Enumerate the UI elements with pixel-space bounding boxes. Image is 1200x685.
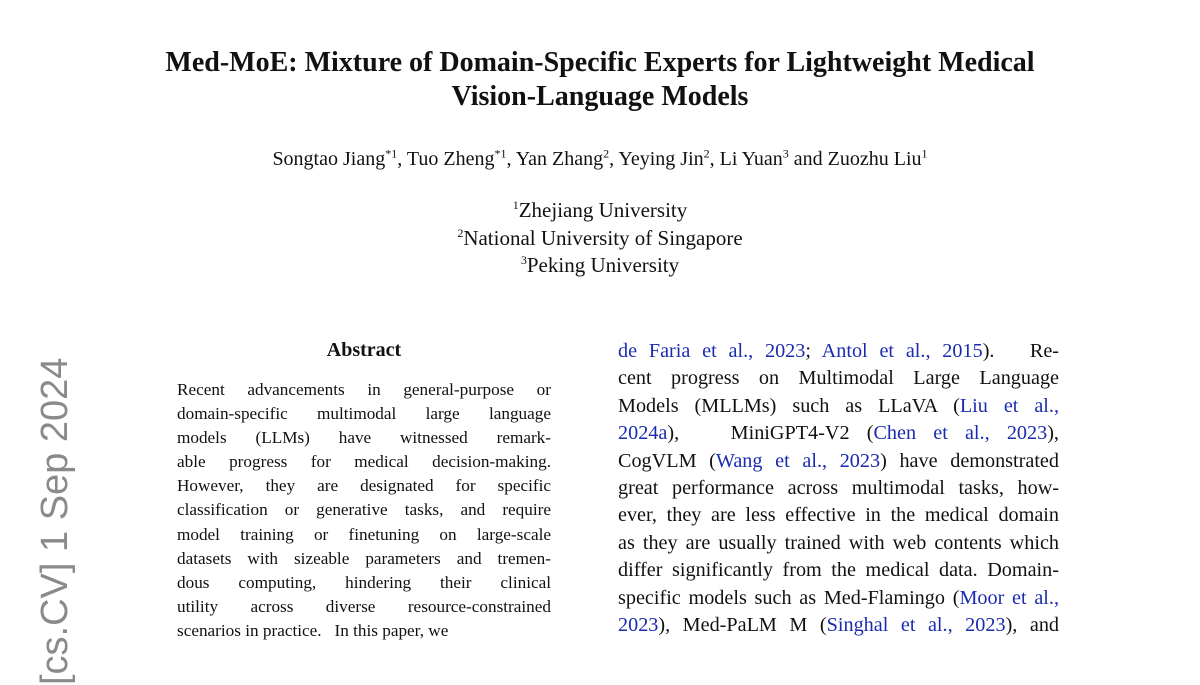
body-text-line <box>618 585 1059 612</box>
paper-title <box>100 46 1100 114</box>
abstract-heading: Abstract <box>326 339 402 361</box>
body-text-line <box>618 502 1059 529</box>
body-text: specific models such as Med-Flamingo ( <box>618 586 960 609</box>
citation-link[interactable]: Liu et al., <box>959 394 1060 417</box>
body-text-line <box>618 420 1059 447</box>
author-affiliation-marker: *1 <box>385 146 398 161</box>
body-text: ; <box>805 340 822 362</box>
affiliation-item <box>100 252 1100 280</box>
abstract-line <box>177 474 551 498</box>
abstract-line-text: domain-specific multimodal large language <box>177 404 551 424</box>
author-name: Tuo Zheng <box>406 148 495 170</box>
author-name: Songtao Jiang <box>272 148 386 170</box>
body-text-line <box>618 448 1059 475</box>
affiliation-number: 2 <box>457 225 464 240</box>
author-separator: , <box>709 148 720 170</box>
author-affiliation-marker: 3 <box>782 146 789 161</box>
body-text: Models (MLLMs) such as LLaVA ( <box>618 394 960 417</box>
abstract-line <box>177 547 551 571</box>
body-text-line <box>618 393 1059 420</box>
abstract-line-text: However, they are designated for specific <box>177 476 551 496</box>
abstract-body <box>177 378 551 643</box>
affiliation-number: 3 <box>520 253 527 267</box>
author-name: Yan Zhang <box>515 148 604 170</box>
citation-link[interactable]: Singhal et al., 2023 <box>826 613 1006 636</box>
citation-link[interactable]: 2024a <box>618 422 668 445</box>
body-text: differ significantly from the medical data. Domain- <box>618 559 1059 582</box>
affiliation-list <box>100 197 1100 280</box>
author-separator: , <box>609 148 619 170</box>
abstract-line <box>177 523 551 547</box>
body-text: great performance across multimodal tasks, how- <box>618 476 1059 499</box>
arxiv-stamp <box>30 357 76 685</box>
body-text-line <box>618 365 1059 392</box>
affiliation-item <box>100 225 1100 253</box>
affiliation-name: National University of Singapore <box>463 225 743 250</box>
body-text: as they are usually trained with web contents which <box>618 531 1059 554</box>
abstract-line-text: able progress for medical decision-making. <box>177 452 551 472</box>
author-name: Zuozhu Liu <box>827 148 922 170</box>
body-text-line <box>618 338 1059 365</box>
body-text: CogVLM ( <box>618 449 716 472</box>
abstract-line <box>177 450 551 474</box>
body-text-line <box>618 557 1059 584</box>
affiliation-number: 1 <box>512 198 519 212</box>
body-text: ), <box>1047 422 1059 445</box>
body-text: ), and <box>1005 613 1060 636</box>
body-text: ). Re- <box>982 340 1060 362</box>
abstract-line <box>177 619 551 643</box>
arxiv-stamp-text: [cs.CV] 1 Sep 2024 <box>34 357 76 685</box>
abstract-line <box>177 402 551 426</box>
abstract-line-text: scenarios in practice. In this paper, we <box>177 620 449 640</box>
right-column-text <box>618 338 1059 639</box>
abstract-line-text: model training or finetuning on large-scale <box>177 524 551 544</box>
author-affiliation-marker: 2 <box>603 146 610 161</box>
author-name: Yeying Jin <box>618 148 704 170</box>
abstract-line-text: Recent advancements in general-purpose or <box>177 380 551 399</box>
author-separator: , <box>397 148 407 170</box>
affiliation-item <box>100 197 1100 225</box>
body-text-line <box>618 612 1059 639</box>
citation-link[interactable]: Wang et al., 2023 <box>715 449 881 472</box>
body-text: ), MiniGPT4-V2 ( <box>667 422 874 445</box>
paper-title-line-2: Vision-Language Models <box>451 81 749 112</box>
affiliation-name: Zhejiang University <box>518 198 688 222</box>
citation-link[interactable]: Antol et al., 2015 <box>821 340 983 362</box>
body-text: ) have demonstrated <box>880 449 1059 472</box>
abstract-line <box>177 426 551 450</box>
abstract-line <box>177 595 551 619</box>
citation-link[interactable]: Chen et al., 2023 <box>873 422 1048 445</box>
abstract-line-text: dous computing, hindering their clinical <box>177 572 551 592</box>
abstract-line <box>177 498 551 522</box>
author-separator: and <box>788 148 828 170</box>
abstract-line-text: utility across diverse resource-constrained <box>177 596 551 616</box>
abstract-line-text: models (LLMs) have witnessed remark- <box>177 428 551 448</box>
author-affiliation-marker: 1 <box>921 146 928 161</box>
body-text-line <box>618 530 1059 557</box>
citation-link[interactable]: 2023 <box>618 613 659 636</box>
body-text-line <box>618 475 1059 502</box>
affiliation-name: Peking University <box>526 253 680 277</box>
paper-title-line-1: Med-MoE: Mixture of Domain-Specific Experts for Lightweight Medical <box>165 47 1035 78</box>
author-name: Li Yuan <box>719 148 783 170</box>
abstract-line-text: classification or generative tasks, and require <box>177 500 551 520</box>
citation-link[interactable]: de Faria et al., 2023 <box>618 340 806 362</box>
author-list <box>100 145 1100 173</box>
abstract-line-text: datasets with sizeable parameters and tremen- <box>177 548 551 568</box>
body-text: cent progress on Multimodal Large Language <box>618 367 1059 390</box>
author-separator: , <box>506 148 516 170</box>
body-text: ), Med-PaLM M ( <box>658 613 827 636</box>
abstract-line <box>177 571 551 595</box>
body-text: ever, they are less effective in the medical domain <box>618 504 1059 527</box>
abstract-line <box>177 378 551 402</box>
author-affiliation-marker: *1 <box>494 146 507 161</box>
author-affiliation-marker: 2 <box>703 146 710 161</box>
citation-link[interactable]: Moor et al., <box>959 586 1060 609</box>
